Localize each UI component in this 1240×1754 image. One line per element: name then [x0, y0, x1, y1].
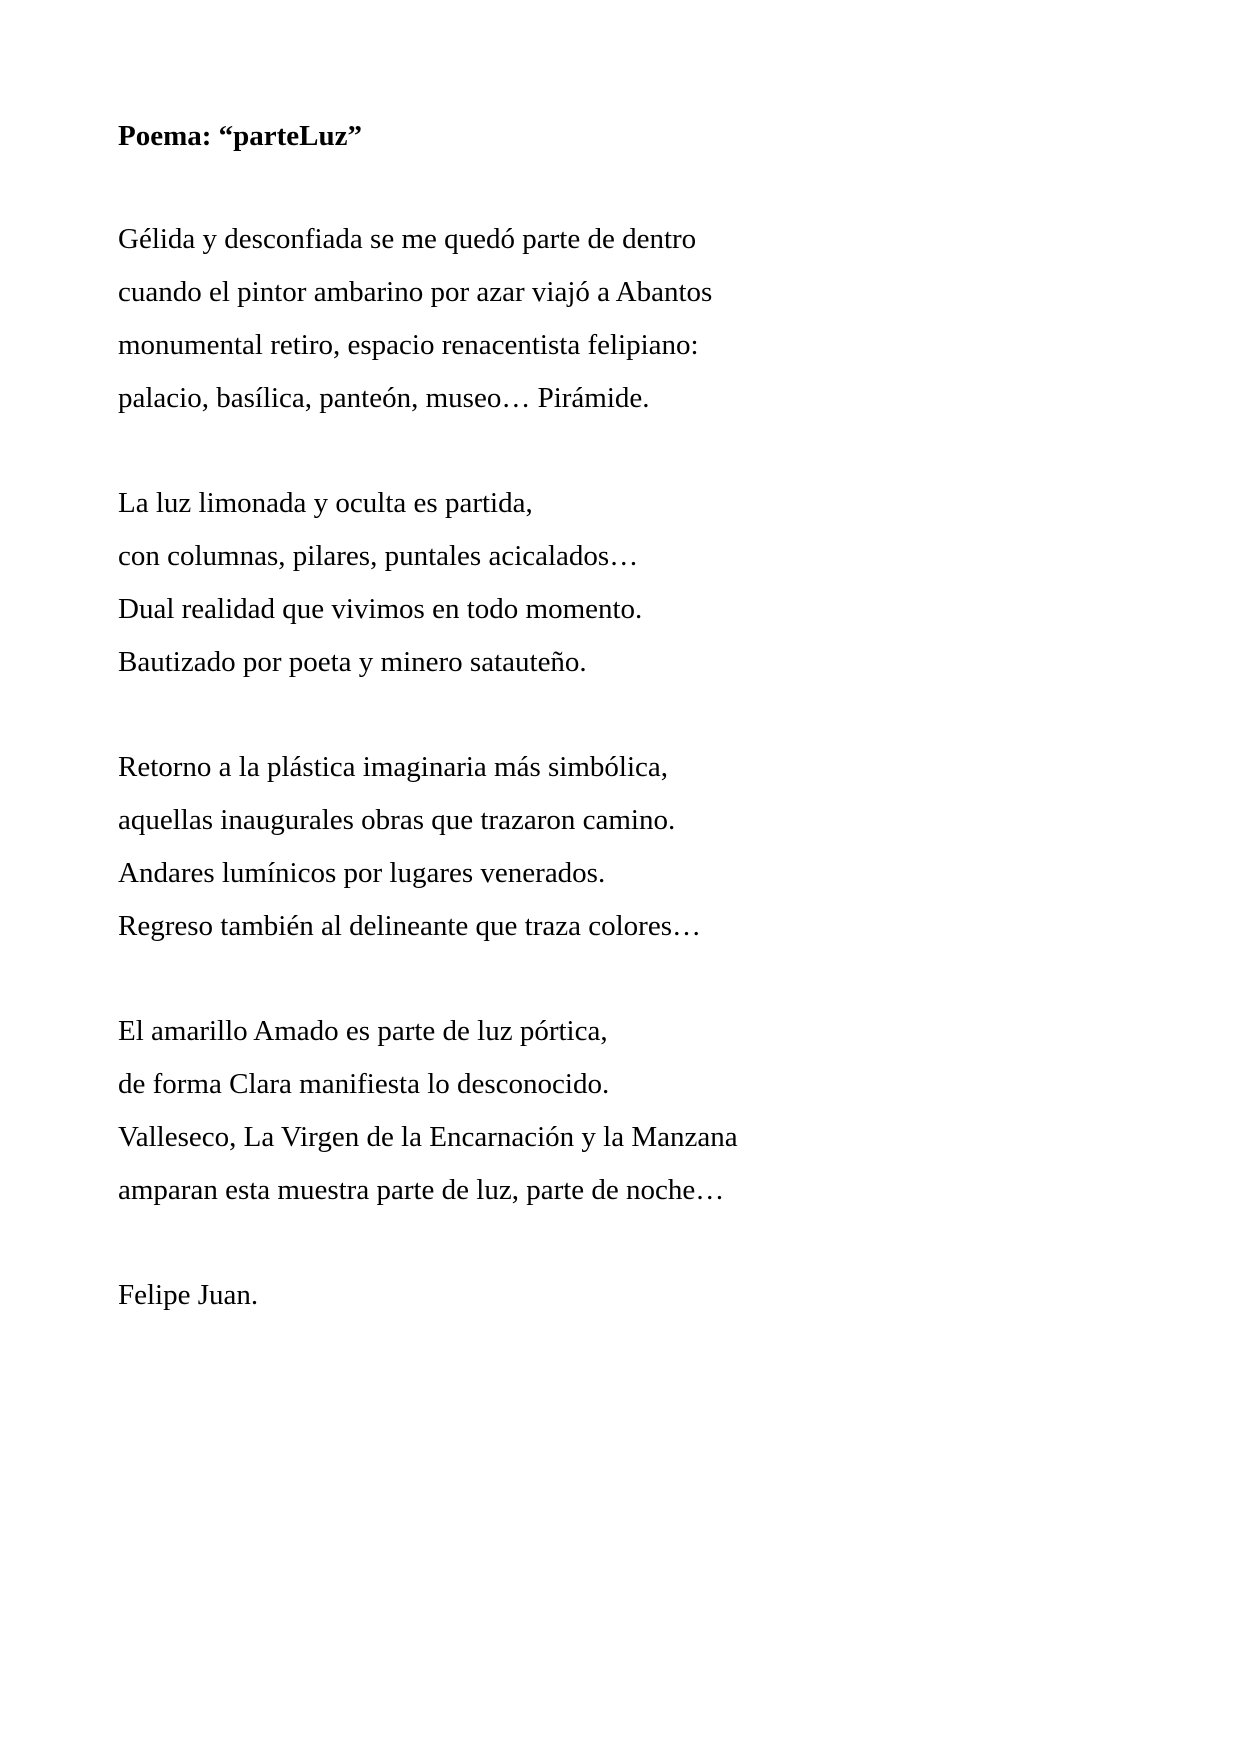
poem-line: Dual realidad que vivimos en todo momento. — [118, 593, 643, 625]
poem-line: Regreso también al delineante que traza colores… — [118, 910, 701, 942]
poem-line: Andares lumínicos por lugares venerados. — [118, 857, 606, 889]
poem-line: Gélida y desconfiada se me quedó parte de dentro — [118, 223, 697, 255]
author-signature: Felipe Juan. — [118, 1279, 259, 1311]
poem-line: con columnas, pilares, puntales acicalados… — [118, 540, 639, 572]
poem-line: Bautizado por poeta y minero satauteño. — [118, 646, 587, 678]
poem-line: La luz limonada y oculta es partida, — [118, 487, 533, 519]
poem-line: Valleseco, La Virgen de la Encarnación y la Manzana — [118, 1121, 738, 1153]
poem-line: El amarillo Amado es parte de luz pórtica, — [118, 1015, 608, 1047]
stanza-2 — [118, 477, 642, 689]
poem-line: amparan esta muestra parte de luz, parte de noche… — [118, 1174, 725, 1206]
poem-line: de forma Clara manifiesta lo desconocido. — [118, 1068, 610, 1100]
stanza-1 — [118, 213, 712, 425]
poem-line: aquellas inaugurales obras que trazaron camino. — [118, 804, 676, 836]
poem-line: cuando el pintor ambarino por azar viajó a Abantos — [118, 276, 713, 308]
poem-line: Retorno a la plástica imaginaria más simbólica, — [118, 751, 669, 783]
poem-line: monumental retiro, espacio renacentista felipiano: — [118, 329, 699, 361]
stanza-3 — [118, 741, 701, 953]
poem-line: palacio, basílica, panteón, museo… Pirámide. — [118, 382, 650, 414]
stanza-4 — [118, 1005, 738, 1217]
poem-title: Poema: “parteLuz” — [118, 120, 363, 152]
